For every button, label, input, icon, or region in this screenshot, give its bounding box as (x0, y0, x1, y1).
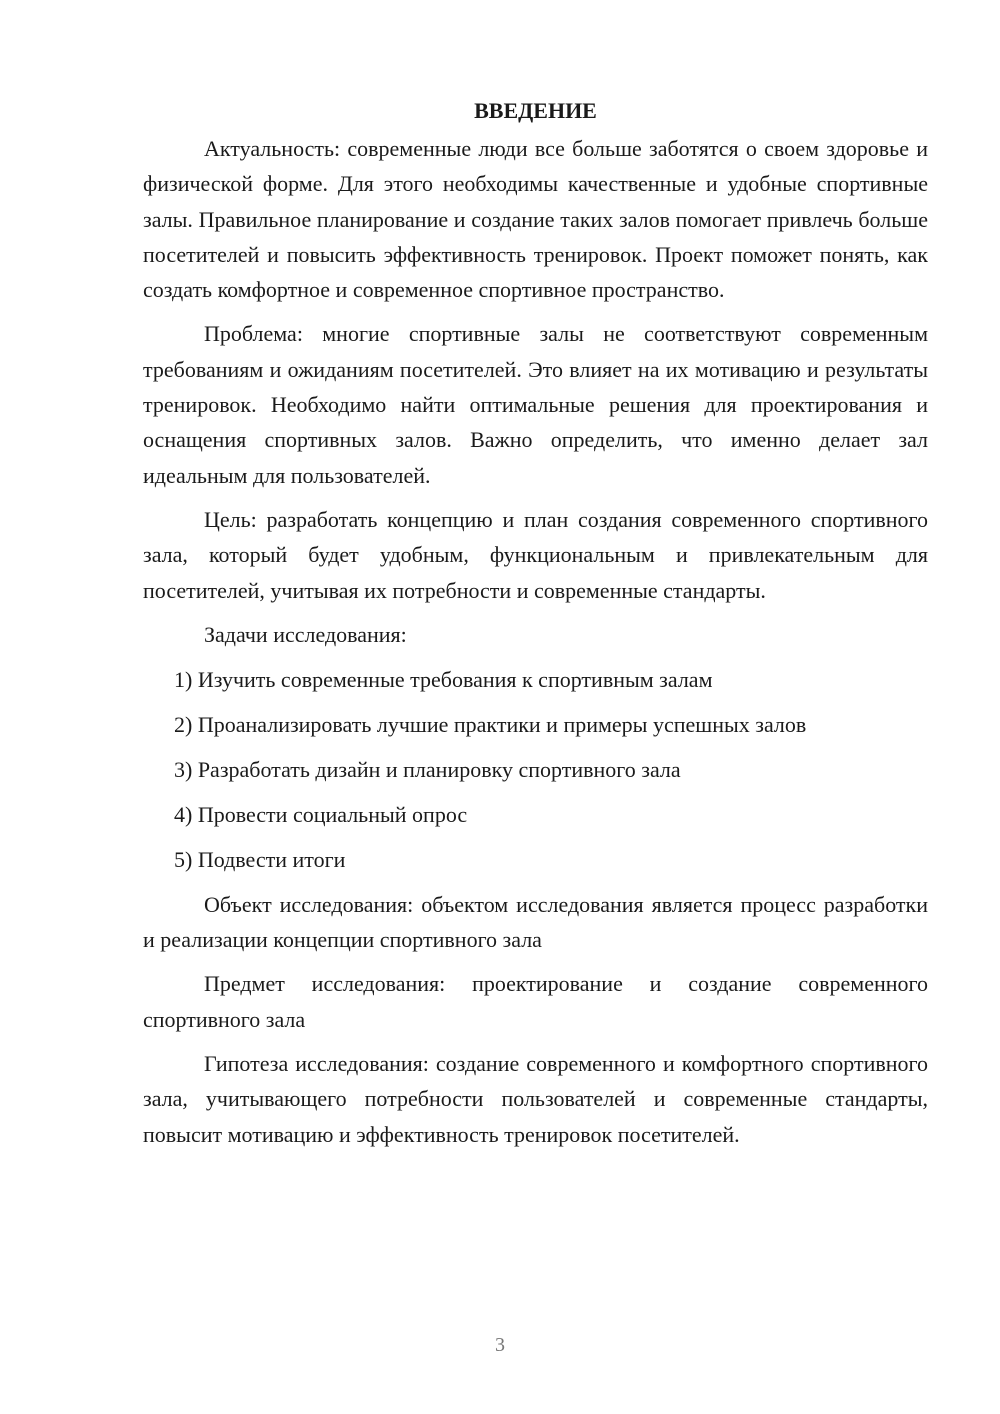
document-page (143, 96, 928, 1161)
paragraph-hypothesis: Гипотеза исследования: создание современного и комфортного спортивного зала, учитывающего потребности пользователей и современные стандарты, повысит мотивацию и эффективность тренировок посетителей. (143, 1051, 928, 1147)
paragraph-subject: Предмет исследования: проектирование и создание современного спортивного зала (143, 971, 928, 1032)
page-title: ВВЕДЕНИЕ (474, 98, 597, 123)
task-item: 4) Провести социальный опрос (174, 801, 468, 827)
task-item: 1) Изучить современные требования к спортивным залам (174, 666, 713, 692)
paragraph-goal: Цель: разработать концепцию и план создания современного спортивного зала, который будет удобным, функциональным и привлекательным для посетителей, учитывая их потребности и современные стандарты. (143, 506, 928, 603)
paragraph-problem: Проблема: многие спортивные залы не соответствуют современным требованиям и ожиданиям посетителей. Это влияет на их мотивацию и результаты тренировок. Необходимо найти оптимальные решения для проектирования и оснащения спортивных залов. Важно определить, что именно делает зал идеальным для пользователей. (143, 321, 928, 488)
paragraph-object: Объект исследования: объектом исследования является процесс разработки и реализации концепции спортивного зала (143, 891, 928, 953)
page-number: 3 (495, 1334, 505, 1356)
task-item: 5) Подвести итоги (174, 846, 346, 872)
task-item: 3) Разработать дизайн и планировку спортивного зала (174, 756, 681, 782)
tasks-heading: Задачи исследования: (204, 621, 407, 647)
task-item: 2) Проанализировать лучшие практики и примеры успешных залов (174, 711, 807, 737)
paragraph-relevance: Актуальность: современные люди все больше заботятся о своем здоровье и физической форме. Для этого необходимы качественные и удобные спортивные залы. Правильное планирование и создание таких залов помогает привлечь больше посетителей и повысить эффективность тренировок. Проект поможет понять, как создать комфортное и современное спортивное пространство. (143, 136, 928, 303)
task-list (143, 662, 928, 877)
